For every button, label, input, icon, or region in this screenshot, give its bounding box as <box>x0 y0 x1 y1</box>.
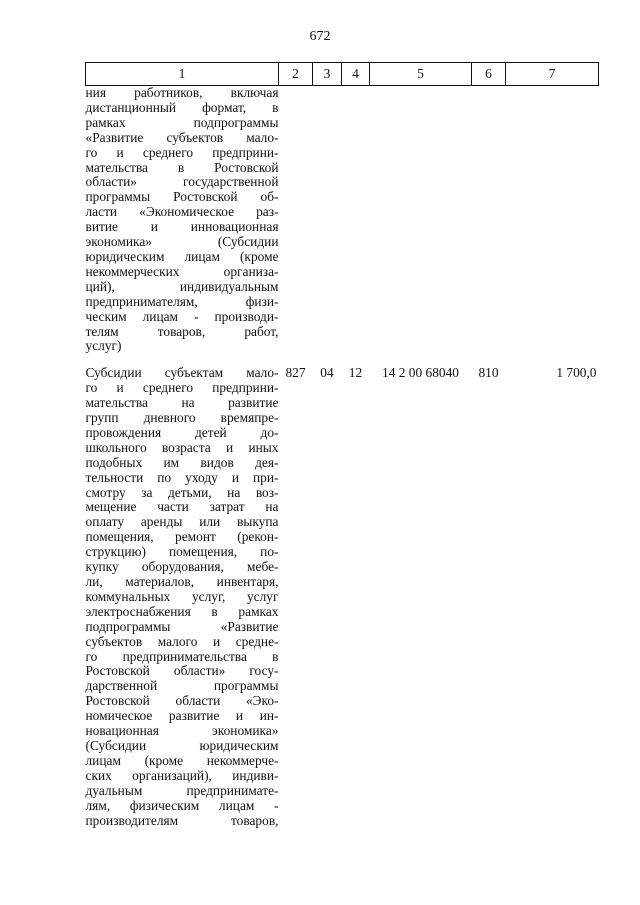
text-line: ли, материалов, инвентаря, <box>85 574 279 589</box>
text-line: ния работников, включая <box>85 85 279 100</box>
text-line: некоммерческих организа- <box>85 263 279 279</box>
text-line: го и среднего предприни- <box>85 380 279 396</box>
text-line: оплату аренды или выкупа <box>85 514 279 530</box>
header-col-4: 4 <box>342 63 370 86</box>
text-line: струкцию) помещения, по- <box>85 544 279 560</box>
text-line: ческим лицам - производи- <box>85 308 279 324</box>
text-line: дарственной программы <box>85 678 279 694</box>
text-line: предпринимателям, физи- <box>85 293 279 309</box>
row-2-col-3: 04 <box>320 365 334 381</box>
text-line: тельности по уходу и при- <box>85 469 279 485</box>
header-col-3: 3 <box>313 63 342 86</box>
text-line: витие и инновационная <box>85 219 279 235</box>
text-line: Ростовской области» госу- <box>85 663 279 679</box>
text-line: лям, физическим лицам - <box>85 797 279 813</box>
text-line: программы Ростовской об- <box>85 189 279 205</box>
text-line: дистанционный формат, в <box>85 99 279 115</box>
table-row <box>86 366 599 828</box>
text-line: мещение части затрат на <box>85 499 279 515</box>
text-line: го и среднего предприни- <box>85 144 279 160</box>
text-line: производителям товаров, <box>85 812 279 828</box>
row-1-col-2 <box>279 86 313 355</box>
text-line: го предпринимательства в <box>85 648 279 664</box>
header-col-2: 2 <box>279 63 313 86</box>
text-line: ласти «Экономическое раз- <box>85 204 279 220</box>
text-line: школьного возраста и иных <box>85 439 279 455</box>
table-header-row <box>86 63 599 86</box>
row-1-col-4 <box>342 86 370 355</box>
text-line: Субсидии субъектам мало- <box>85 365 279 381</box>
row-1-description <box>86 86 279 355</box>
text-line: новационная экономика» <box>85 723 279 739</box>
text-line: коммунальных услуг, услуг <box>85 588 279 604</box>
text-line: купку оборудования, мебе- <box>85 559 279 575</box>
row-1-col-6 <box>472 86 506 355</box>
text-line: групп дневного времяпре- <box>85 410 279 426</box>
budget-table <box>85 62 599 828</box>
row-1-col-7 <box>506 86 599 355</box>
text-line: помещения, ремонт (рекон- <box>85 529 279 545</box>
text-line: услуг) <box>85 338 122 354</box>
text-line: телям товаров, работ, <box>85 323 279 339</box>
row-1-col-5 <box>370 86 472 355</box>
row-1-col-3 <box>313 86 342 355</box>
header-col-1: 1 <box>86 63 279 86</box>
text-line: юридическим лицам (кроме <box>85 248 279 264</box>
text-line: области» государственной <box>85 174 279 190</box>
row-2-description <box>86 366 279 828</box>
text-line: ских организаций), индиви- <box>85 767 279 783</box>
row-2-col-5: 14 2 00 68040 <box>382 365 459 381</box>
table-row <box>86 86 599 355</box>
text-line: (Субсидии юридическим <box>85 737 279 753</box>
text-line: смотру за детьми, на воз- <box>85 484 279 500</box>
text-line: экономика» (Субсидии <box>85 234 279 250</box>
header-col-5: 5 <box>370 63 472 86</box>
row-2-col-6: 810 <box>478 365 499 381</box>
text-line: субъектов малого и средне- <box>85 633 279 649</box>
text-line: электроснабжения в рамках <box>85 603 279 619</box>
header-col-7: 7 <box>506 63 599 86</box>
text-line: лицам (кроме некоммерче- <box>85 752 279 768</box>
text-line: провождения детей до- <box>85 424 279 440</box>
row-2-col-7: 1 700,0 <box>556 365 597 381</box>
text-line: подпрограммы «Развитие <box>85 618 279 634</box>
text-line: Ростовской области «Эко- <box>85 693 279 709</box>
text-line: ций), индивидуальным <box>85 278 279 294</box>
text-line: мательства на развитие <box>85 395 279 411</box>
text-line: «Развитие субъектов мало- <box>85 129 279 145</box>
text-line: рамках подпрограммы <box>85 114 279 130</box>
header-col-6: 6 <box>472 63 506 86</box>
row-2-col-2: 827 <box>285 365 306 381</box>
text-line: мательства в Ростовской <box>85 159 279 175</box>
text-line: номическое развитие и ин- <box>85 708 279 724</box>
page-number: 672 <box>309 29 331 44</box>
text-line: подобных им видов дея- <box>85 454 279 470</box>
text-line: дуальным предпринимате- <box>85 782 279 798</box>
row-2-col-4: 12 <box>348 365 363 381</box>
